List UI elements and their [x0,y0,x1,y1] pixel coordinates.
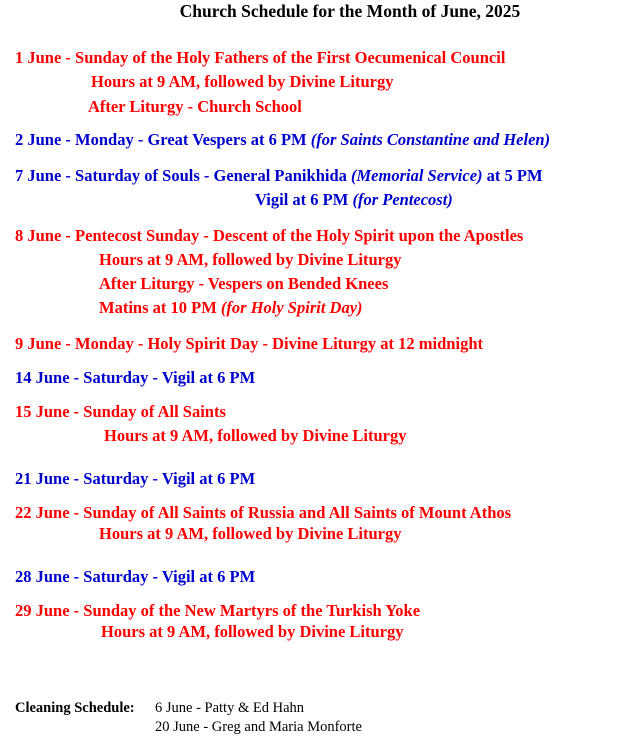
event-15-june-heading: 15 June - Sunday of All Saints [15,402,226,421]
event-22-june-heading: 22 June - Sunday of All Saints of Russia and All Saints of Mount Athos [15,503,512,522]
event-14-june-heading: 14 June - Saturday - Vigil at 6 PM [15,368,256,387]
event-7-june-text: 7 June - Saturday of Souls - General Panikhida [15,166,352,185]
cleaning-entry-1: 6 June - Patty & Ed Hahn [155,700,305,716]
page-title: Church Schedule for the Month of June, 2025 [179,1,521,21]
event-2-june-note: (for Saints Constantine and Helen) [310,130,551,149]
event-8-june-hours: Hours at 9 AM, followed by Divine Liturgy [99,250,402,269]
event-8-june-matins-note: (for Holy Spirit Day) [220,298,363,317]
cleaning-entry-2: 20 June - Greg and Maria Monforte [155,719,362,735]
event-7-june-time: at 5 PM [482,166,543,185]
event-9-june-heading: 9 June - Monday - Holy Spirit Day - Divine Liturgy at 12 midnight [15,334,483,353]
event-7-june-heading [15,166,543,186]
event-8-june-vespers: After Liturgy - Vespers on Bended Knees [99,274,389,293]
event-8-june-heading: 8 June - Pentecost Sunday - Descent of the Holy Spirit upon the Apostles [15,226,524,245]
event-29-june-heading: 29 June - Sunday of the New Martyrs of the Turkish Yoke [15,601,421,620]
event-7-june-note: (Memorial Service) [351,166,483,185]
event-21-june-heading: 21 June - Saturday - Vigil at 6 PM [15,469,256,488]
event-8-june-matins-text: Matins at 10 PM [99,298,221,317]
event-1-june-school: After Liturgy - Church School [88,97,302,116]
event-7-june-vigil-note: (for Pentecost) [352,190,453,209]
event-2-june-text: 2 June - Monday - Great Vespers at 6 PM [15,130,311,149]
cleaning-schedule-label: Cleaning Schedule: [15,700,135,716]
event-2-june-heading [15,130,550,150]
event-28-june-heading: 28 June - Saturday - Vigil at 6 PM [15,567,256,586]
event-7-june-vigil [255,190,453,210]
cleaning-schedule [15,700,135,717]
event-1-june-heading: 1 June - Sunday of the Holy Fathers of the First Oecumenical Council [15,48,506,67]
event-8-june-matins [99,298,363,318]
event-15-june-hours: Hours at 9 AM, followed by Divine Liturgy [104,426,407,445]
event-22-june-hours: Hours at 9 AM, followed by Divine Liturgy [99,524,402,543]
event-7-june-vigil-text: Vigil at 6 PM [255,190,353,209]
event-29-june-hours: Hours at 9 AM, followed by Divine Liturgy [101,622,404,641]
event-1-june-hours: Hours at 9 AM, followed by Divine Liturgy [91,72,394,91]
